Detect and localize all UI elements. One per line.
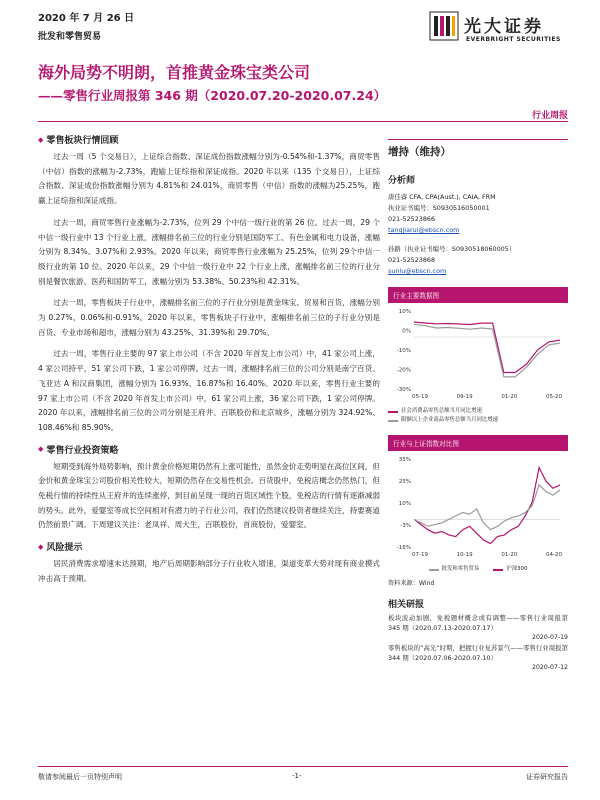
legend-swatch — [388, 411, 398, 413]
y-tick-label: 35% — [398, 457, 411, 463]
report-type: 行业周报 — [531, 111, 568, 121]
x-tick-label: 10-19 — [456, 552, 473, 558]
line-chart — [388, 451, 568, 561]
paragraph: 过去一周，零售板块子行业中，涨幅排名前三位的子行业分别是黄金珠宝、贸易和百货，涨幅分别为 0.27%、0.06%和-0.91%。2020 年以来，零售板块子行业中，涨幅排名前三位的子行业分别是百货、专业市场和超市，涨幅分别为 43.25%、31.39%和 29.70%。 — [38, 298, 380, 337]
main-column — [38, 127, 380, 594]
x-tick-label: 01-20 — [501, 394, 518, 400]
legend-row — [388, 565, 568, 574]
paragraph: 过去一周，零售行业主要的 97 家上市公司（不含 2020 年首发上市公司）中，41 家公司上涨，4 家公司持平，51 家公司下跌，1 家公司停牌。过去一周，涨幅排名前三位的公司分别是南宁百货、飞亚达 A 和汉商集团，涨幅分别为 16.93%、16.87%和 16.40%。2020 年以来，零售行业主要的 97 家上市公司（不含 2020 年首发上市公司）中，61 家公司上涨，36 家公司下跌，1 家公司停牌。2020 年以来，涨幅排名前三位的公司分别是王府井、百联股份和北京城乡，涨幅分别为 324.92%、108.46%和 85.90%。 — [38, 349, 380, 432]
y-tick-label: -10% — [396, 348, 411, 354]
related-report-link[interactable]: 板块波动加剧，免税题材概念或有调整——零售行业周报第 345 期（2020.07.13-2020.07.17） — [388, 614, 568, 632]
report-title: 海外局势不明朗，首推黄金珠宝类公司 — [38, 63, 311, 82]
series-line-0 — [414, 468, 560, 544]
legend-label: 社会消费品零售总额当月同比增速 — [401, 408, 482, 414]
line-chart — [388, 303, 568, 403]
legend-item — [388, 416, 568, 425]
diamond-icon: ◆ — [38, 135, 44, 144]
section-title: 零售行业投资策略 — [46, 445, 119, 456]
chart-industry-data — [388, 287, 568, 425]
y-tick-label: -20% — [396, 367, 411, 374]
y-tick-label: 0% — [402, 328, 411, 335]
chart-title: 行业主要数据图 — [388, 287, 568, 303]
series-line-1 — [414, 485, 560, 530]
related-report-date: 2020-07-19 — [532, 634, 568, 641]
footer-divider — [38, 766, 568, 767]
paragraph: 过去一周（5 个交易日），上证综合指数、深证成份指数涨幅分别为-0.54%和-1.37%，商贸零售（中信）指数的涨幅为-2.73%，跑输上证综指和深证成指。2020 年以来（135 个交易日），上证综合指数、深证成份指数涨幅分别为 4.81%和 24.01%，商贸零售（中信）指数的涨幅为25.25%，跑赢上证综指和深证成指。 — [38, 152, 380, 206]
legend-label: 沪深300 — [506, 566, 528, 572]
title-divider — [38, 121, 568, 122]
investment-rating: 增持（维持） — [388, 146, 451, 158]
y-tick-label: 10% — [398, 501, 411, 507]
diamond-icon: ◆ — [38, 542, 44, 551]
footer-label: 证券研究报告 — [526, 773, 568, 781]
legend-swatch — [429, 569, 439, 571]
paragraph: 居民消费需求增速未达预期，地产后周期影响部分子行业收入增速，渠道变革大势对现有商业模式冲击高于预期。 — [38, 559, 380, 583]
analyst-email-link[interactable]: tangjiarui@ebscn.com — [388, 226, 460, 234]
rating-divider — [388, 139, 568, 140]
y-tick-label: -3% — [400, 523, 411, 529]
x-tick-label: 04-20 — [546, 552, 562, 558]
analyst-phone: 021-52523866 — [388, 215, 436, 223]
analyst-phone: 021-52523868 — [388, 256, 436, 264]
section-heading-risk — [38, 540, 380, 553]
section-heading-strategy — [38, 443, 380, 456]
section-heading-market — [38, 133, 380, 146]
legend-label: 限额以上企业商品零售总额当月同比增速 — [401, 417, 499, 423]
report-date: 2020 年 7 月 26 日 — [38, 13, 135, 24]
legend-item — [388, 407, 568, 416]
chart-source: 资料来源：Wind — [388, 580, 435, 587]
legend-swatch — [493, 569, 503, 571]
analysts-heading: 分析师 — [388, 176, 416, 186]
sidebar — [388, 127, 568, 673]
analyst-name: 孙路（执业证书编号：S0930518060005） — [388, 245, 516, 253]
y-tick-label: -16% — [396, 545, 411, 551]
paragraph: 过去一周，商贸零售行业涨幅为-2.73%，位列 29 个中信一级行业的第 26 位。过去一周，29 个中信一级行业中 13 个行业上涨，涨幅排名前三位的行业分别是国防军工、有色金属和电力设备，涨幅分别为 8.34%、3.07%和 2.93%。2020 年以来，商贸零售行业涨幅为 25.25%，位列 29个中信一级行业的第 10 位。2020 年以来，29 个中信一级行业中 22 个行业上涨，涨幅排名前三位的行业分别是餐饮旅游、医药和国防军工，涨幅分别为 53.38%、50.23%和 42.31%。 — [38, 217, 380, 286]
logo-text-cn: 光大证券 — [464, 17, 544, 37]
related-report-link[interactable]: 零售板块的“高光”时期，把握行业复苏景气——零售行业周报第 344 期（2020.07.06-2020.07.10） — [388, 644, 568, 662]
y-tick-label: 10% — [398, 309, 411, 315]
paragraph: 短期受到海外局势影响，预计黄金价格短期仍然有上涨可能性，虽然金价走势明显在高位区间，但金价和黄金珠宝公司股价相关性较大，短期仍然存在交易性机会。百货股中，免税店概念仍然热门，但免税行情的持续性从王府井的连续涨停，到目前呈现一现的百货区域性个股，免税店的行情有逐渐减弱的势头。此外，爱婴室等成长空间相对有潜力的子行业公司，我们仍然建议投资者继续关注，持要赛道仍然前景广阔。下周建议关注：老凤祥、周大生，百联股份，首商股份，爱婴室。 — [38, 461, 380, 530]
diamond-icon: ◆ — [38, 445, 44, 454]
analyst-email-link[interactable]: sunlu@ebscn.com — [388, 267, 447, 275]
x-tick-label: 05-19 — [412, 394, 428, 400]
legend-label: 批发和零售贸易 — [441, 566, 480, 572]
analyst-cert: 执业证书编号：S0930516050001 — [388, 204, 490, 212]
everbright-logo-icon — [428, 10, 460, 42]
x-tick-label: 09-19 — [456, 394, 473, 400]
chart-title: 行业与上证指数对比图 — [388, 435, 568, 451]
x-tick-label: 01-20 — [501, 552, 518, 558]
footer-disclaimer: 敬请参阅最后一页特别声明 — [38, 773, 122, 781]
y-tick-label: -30% — [396, 387, 411, 393]
x-tick-label: 05-20 — [546, 394, 562, 400]
logo-text-en: EVERBRIGHT SECURITIES — [466, 36, 561, 43]
section-title: 风险提示 — [46, 543, 83, 554]
section-title: 零售板块行情回顾 — [46, 136, 119, 146]
analyst-name: 唐佳睿 CFA, CPA(Aust.), CAIA, FRM — [388, 193, 496, 201]
page-number: -1- — [292, 772, 302, 780]
report-subtitle: ——零售行业周报第 346 期（2020.07.20-2020.07.24） — [38, 88, 387, 103]
industry-label: 批发和零售贸易 — [38, 32, 102, 42]
chart-index-compare — [388, 435, 568, 587]
series-line-0 — [414, 322, 560, 372]
legend-swatch — [388, 420, 398, 422]
y-tick-label: 23% — [398, 479, 411, 485]
series-line-1 — [414, 324, 560, 377]
related-report-date: 2020-07-12 — [532, 664, 568, 671]
related-reports-heading: 相关研报 — [388, 600, 425, 610]
company-logo — [428, 10, 568, 52]
x-tick-label: 07-19 — [412, 552, 428, 558]
